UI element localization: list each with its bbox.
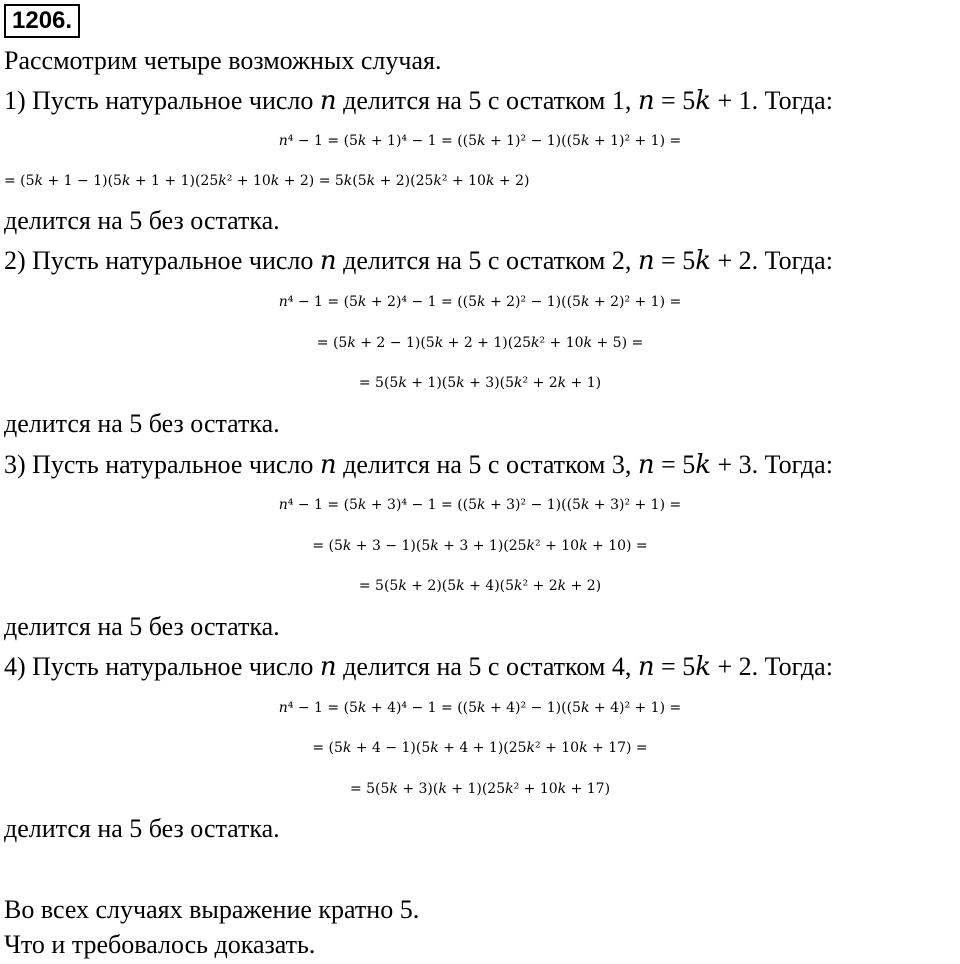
case-3-equation-3: = 5(5𝑘 + 2)(5𝑘 + 4)(5𝑘² + 2𝑘 + 2)	[358, 578, 602, 594]
problem-number: 1206.	[4, 4, 80, 38]
summary-text: Во всех случаях выражение кратно 5.	[4, 895, 420, 924]
case-4-conclusion: делится на 5 без остатка.	[4, 814, 280, 843]
case-1-equation-1: 𝑛⁴ − 1 = (5𝑘 + 1)⁴ − 1 = ((5𝑘 + 1)² − 1)((5𝑘 + 1)² + 1) =	[278, 133, 682, 149]
qed-text: Что и требовалось доказать.	[4, 930, 316, 959]
case-2-equation-2: = (5𝑘 + 2 − 1)(5𝑘 + 2 + 1)(25𝑘² + 10𝑘 + 5) =	[316, 335, 644, 351]
case-2-header: 2) Пусть натуральное число 𝑛 делится на 5 с остатком 2, 𝑛 = 5𝑘 + 2. Тогда:	[4, 246, 833, 275]
case-1-equation-2: = (5𝑘 + 1 − 1)(5𝑘 + 1 + 1)(25𝑘² + 10𝑘 + 2) = 5𝑘(5𝑘 + 2)(25𝑘² + 10𝑘 + 2)	[4, 173, 530, 189]
case-2-conclusion: делится на 5 без остатка.	[4, 409, 280, 438]
case-4-equation-1: 𝑛⁴ − 1 = (5𝑘 + 4)⁴ − 1 = ((5𝑘 + 4)² − 1)((5𝑘 + 4)² + 1) =	[278, 700, 682, 716]
case-1-header: 1) Пусть натуральное число 𝑛 делится на 5 с остатком 1, 𝑛 = 5𝑘 + 1. Тогда:	[4, 86, 833, 115]
case-3-equation-1: 𝑛⁴ − 1 = (5𝑘 + 3)⁴ − 1 = ((5𝑘 + 3)² − 1)((5𝑘 + 3)² + 1) =	[278, 497, 682, 513]
intro-text: Рассмотрим четыре возможных случая.	[4, 46, 442, 75]
case-4-equation-3: = 5(5𝑘 + 3)(𝑘 + 1)(25𝑘² + 10𝑘 + 17)	[349, 781, 611, 797]
case-1-conclusion: делится на 5 без остатка.	[4, 206, 280, 235]
case-2-equation-3: = 5(5𝑘 + 1)(5𝑘 + 3)(5𝑘² + 2𝑘 + 1)	[358, 375, 602, 391]
case-3-conclusion: делится на 5 без остатка.	[4, 612, 280, 641]
case-3-header: 3) Пусть натуральное число 𝑛 делится на 5 с остатком 3, 𝑛 = 5𝑘 + 3. Тогда:	[4, 450, 833, 479]
case-3-equation-2: = (5𝑘 + 3 − 1)(5𝑘 + 3 + 1)(25𝑘² + 10𝑘 + 10) =	[312, 538, 648, 554]
case-4-header: 4) Пусть натуральное число 𝑛 делится на 5 с остатком 4, 𝑛 = 5𝑘 + 2. Тогда:	[4, 652, 833, 681]
case-4-equation-2: = (5𝑘 + 4 − 1)(5𝑘 + 4 + 1)(25𝑘² + 10𝑘 + 17) =	[312, 740, 648, 756]
case-2-equation-1: 𝑛⁴ − 1 = (5𝑘 + 2)⁴ − 1 = ((5𝑘 + 2)² − 1)((5𝑘 + 2)² + 1) =	[278, 294, 682, 310]
